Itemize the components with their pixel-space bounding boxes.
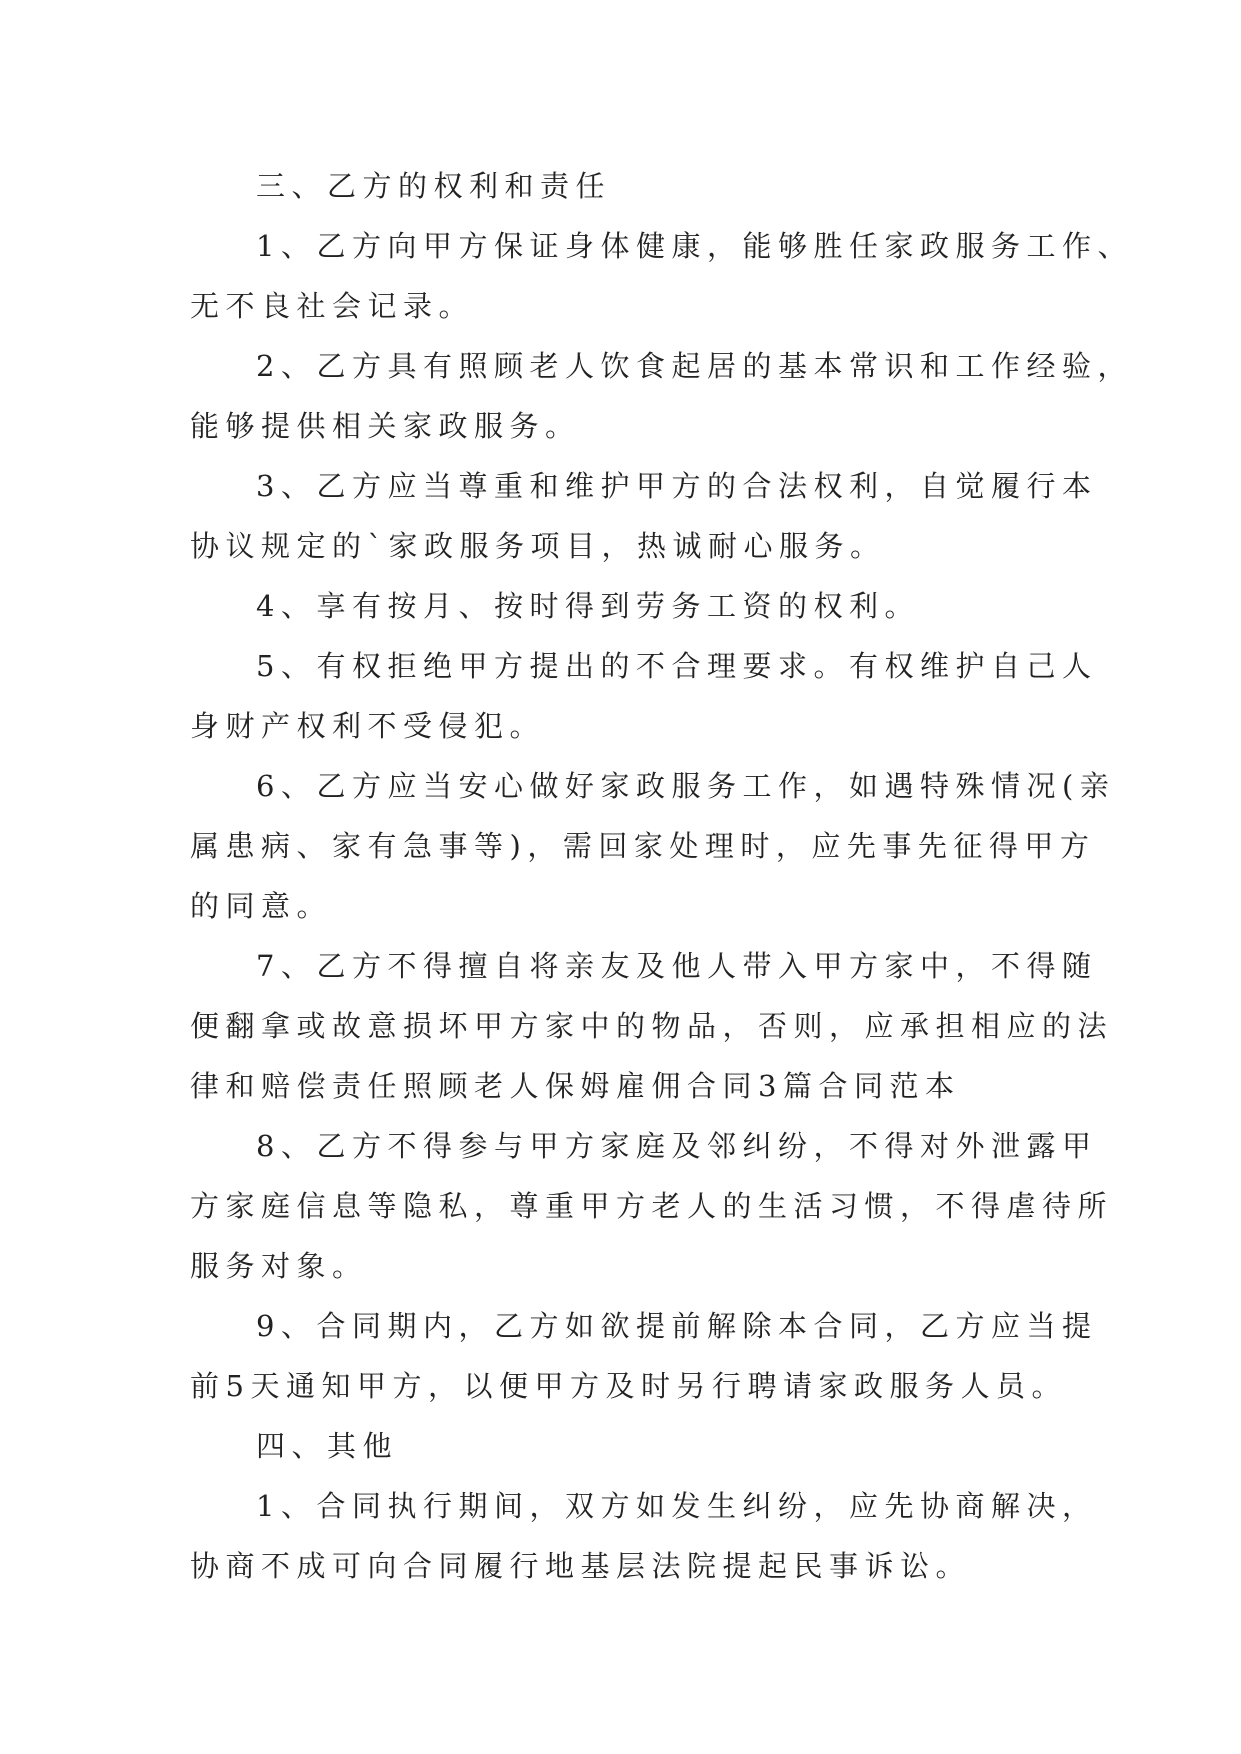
clause-1 — [190, 216, 1133, 336]
section-heading-other — [190, 1416, 1070, 1476]
clause-7 — [190, 936, 1114, 1116]
clause-6 — [190, 756, 1116, 936]
clause-2 — [190, 336, 1133, 456]
section-heading: 四、其他 — [256, 1429, 399, 1463]
paragraph-line: 9、合同期内，乙方如欲提前解除本合同，乙方应当提 — [256, 1309, 1098, 1343]
clause-4 — [190, 576, 1070, 636]
paragraph-line: 8、乙方不得参与甲方家庭及邻纠纷，不得对外泄露甲 — [256, 1129, 1098, 1163]
paragraph-line: 6、乙方应当安心做好家政服务工作，如遇特殊情况(亲 — [256, 769, 1116, 803]
paragraph-line: 协商不成可向合同履行地基层法院提起民事诉讼。 — [190, 1549, 972, 1583]
paragraph-line: 5、有权拒绝甲方提出的不合理要求。有权维护自己人 — [256, 649, 1098, 683]
paragraph-line: 3、乙方应当尊重和维护甲方的合法权利，自觉履行本 — [256, 469, 1098, 503]
paragraph-line: 能够提供相关家政服务。 — [190, 409, 581, 443]
paragraph-line: 1、合同执行期间，双方如发生纠纷，应先协商解决， — [256, 1489, 1098, 1523]
paragraph-line: 4、享有按月、按时得到劳务工资的权利。 — [256, 589, 920, 623]
paragraph-line: 7、乙方不得擅自将亲友及他人带入甲方家中，不得随 — [256, 949, 1098, 983]
paragraph-line: 方家庭信息等隐私，尊重甲方老人的生活习惯，不得虐待所 — [190, 1189, 1114, 1223]
paragraph-line: 协议规定的`家政服务项目，热诚耐心服务。 — [190, 529, 886, 563]
document-body — [190, 156, 1133, 1596]
clause-9 — [190, 1296, 1098, 1416]
paragraph-line: 1、乙方向甲方保证身体健康，能够胜任家政服务工作、 — [256, 229, 1133, 263]
paragraph-line: 无不良社会记录。 — [190, 289, 475, 323]
paragraph-line: 前5天通知甲方，以便甲方及时另行聘请家政服务人员。 — [190, 1369, 1067, 1403]
paragraph-line: 便翻拿或故意损坏甲方家中的物品，否则，应承担相应的法 — [190, 1009, 1114, 1043]
other-clause-1 — [190, 1476, 1098, 1596]
paragraph-line: 2、乙方具有照顾老人饮食起居的基本常识和工作经验， — [256, 349, 1133, 383]
clause-5 — [190, 636, 1098, 756]
clause-3 — [190, 456, 1098, 576]
paragraph-line: 属患病、家有急事等)，需回家处理时，应先事先征得甲方 — [190, 829, 1096, 863]
paragraph-line: 律和赔偿责任照顾老人保姆雇佣合同3篇合同范本 — [190, 1069, 961, 1103]
section-heading-rights — [190, 156, 1070, 216]
paragraph-line: 的同意。 — [190, 889, 333, 923]
paragraph-line: 身财产权利不受侵犯。 — [190, 709, 546, 743]
clause-8 — [190, 1116, 1114, 1296]
paragraph-line: 服务对象。 — [190, 1249, 368, 1283]
section-heading: 三、乙方的权利和责任 — [256, 169, 612, 203]
